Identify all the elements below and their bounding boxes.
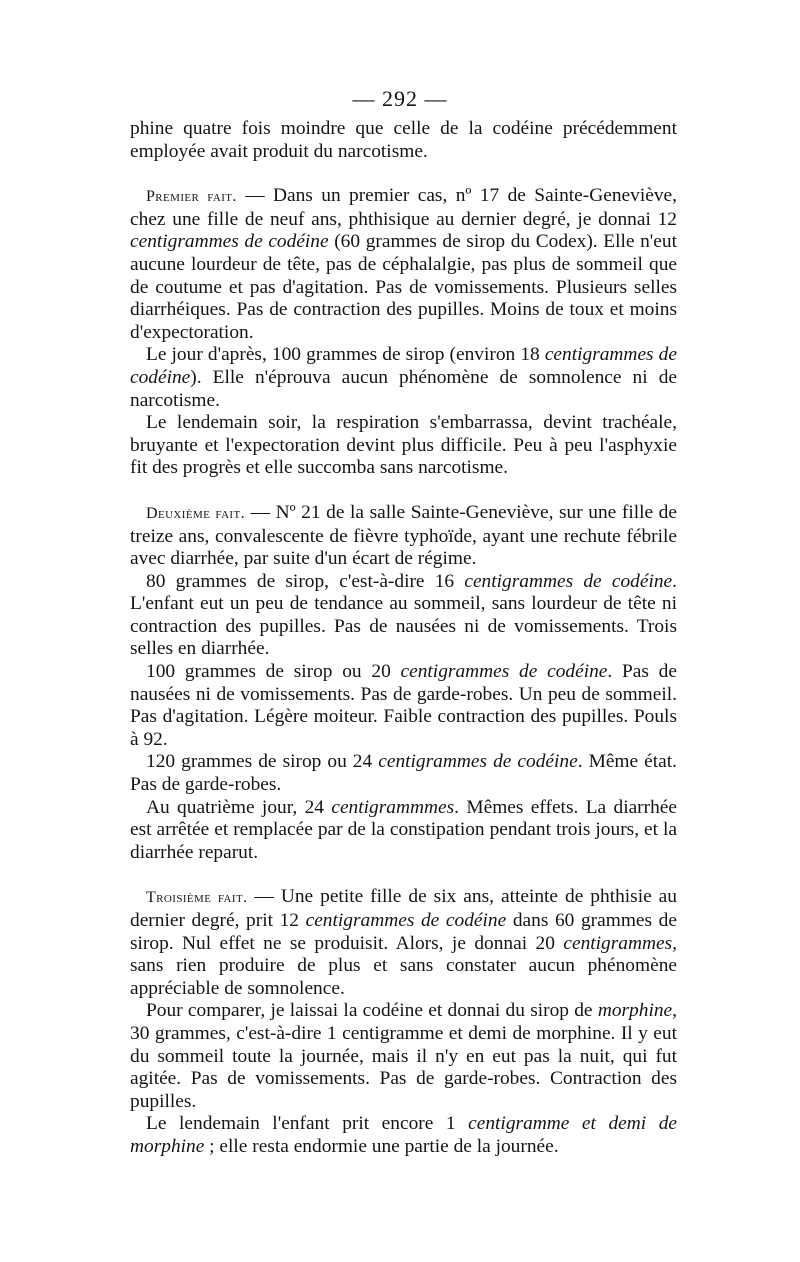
deuxieme-fait-heading: Deuxième fait. [146, 504, 246, 522]
troisieme-fait-paragraph-2 [130, 1000, 677, 1113]
deuxieme-p5-text-a: Au quatrième jour, 24 [146, 796, 332, 818]
intro-paragraph: phine quatre fois moindre que celle de la codéine précédemment employée avait produit du narcotisme. [130, 118, 677, 162]
premier-p2-emphasis: centigrammes de codéine [130, 344, 677, 388]
premier-fait-paragraph-2 [130, 344, 677, 412]
deuxieme-p4-text-a: 120 grammes de sirop ou 24 [146, 751, 379, 773]
troisieme-fait-paragraph-1 [130, 886, 677, 1000]
deuxieme-p2-text-b: . L'enfant eut un peu de tendance au sommeil, sans lourdeur de tête ni contraction des pupilles. Pas de nausées ni de vomissements. Trois selles en diarrhée. [130, 570, 677, 660]
deuxieme-fait-paragraph-1 [130, 502, 677, 571]
deuxieme-p3-text-a: 100 grammes de sirop ou 20 [146, 661, 401, 683]
troisieme-p2-text-a: Pour comparer, je laissai la codéine et donnai du sirop de [146, 1000, 598, 1022]
deuxieme-p1-text: — Nº 21 de la salle Sainte-Geneviève, sur une fille de treize ans, convalescente de fièvre typhoïde, ayant une rechute fébrile avec diarrhée, par suite d'un écart de régime. [130, 501, 677, 570]
troisieme-p1-text-b: dans 60 grammes de sirop. Nul effet ne se produisit. Alors, je donnai 20 [130, 910, 677, 954]
deuxieme-p4-emphasis: centigrammes de codéine [378, 751, 578, 773]
section-gap [130, 163, 677, 185]
troisieme-fait-paragraph-3 [130, 1113, 677, 1158]
deuxieme-p3-text-b: . Pas de nausées ni de vomissements. Pas de garde-robes. Un peu de sommeil. Pas d'agitation. Légère moiteur. Faible contraction des pupilles. Pouls à 92. [130, 661, 677, 750]
troisieme-p1-emphasis-2: centigrammes, [563, 932, 677, 954]
deuxieme-fait-paragraph-3 [130, 661, 677, 751]
section-gap [130, 864, 677, 886]
deuxieme-p4-text-b: . Même état. Pas de garde-robes. [130, 751, 677, 796]
troisieme-fait-heading: Troisième fait. [146, 889, 248, 907]
deuxieme-p5-text-b: . Mêmes effets. La diarrhée est arrêtée et remplacée par de la constipation pendant trois jours, et la diarrhée reparut. [130, 796, 678, 863]
deuxieme-p5-emphasis: centigrammmes [331, 796, 455, 818]
premier-fait-paragraph-3: Le lendemain soir, la respiration s'embarrassa, devint trachéale, bruyante et l'expectoration devint plus difficile. Peu à peu l'asphyxie fit des progrès et elle succomba sans narcotisme. [130, 412, 677, 479]
premier-p2-text-a: Le jour d'après, 100 grammes de sirop (environ 18 [146, 344, 545, 366]
premier-fait-heading: Premier fait. [146, 188, 237, 206]
troisieme-p2-text-b: 30 grammes, c'est-à-dire 1 centigramme et demi de morphine. Il y eut du sommeil toute la journée, mais il n'y en eut pas la nuit, qui fut agitée. Pas de vomissements. Pas de garde-robes. Contraction des pupilles. [130, 1022, 677, 1112]
troisieme-p2-emphasis: morphine, [597, 1000, 677, 1022]
text-column [130, 118, 677, 1159]
deuxieme-fait-paragraph-5 [130, 797, 677, 865]
premier-fait-paragraph-1 [130, 185, 677, 344]
section-gap [130, 480, 677, 502]
premier-p1-text-b: (60 grammes de sirop du Codex). Elle n'eut aucune lourdeur de tête, pas de céphalalgie, pas plus de sommeil que de coutume et pas d'agitation. Pas de vomissements. Plusieurs selles diarrhéiques. Pas de contraction des pupilles. Moins de toux et moins d'expectoration. [130, 231, 677, 343]
premier-p1-text-a: — Dans un premier cas, nº 17 de Sainte-Geneviève, chez une fille de neuf ans, phthisique au dernier degré, je donnai 12 [130, 185, 677, 230]
premier-p1-emphasis: centigrammes de codéine [130, 231, 329, 253]
deuxieme-p2-text-a: 80 grammes de sirop, c'est-à-dire 16 [146, 570, 465, 592]
deuxieme-p3-emphasis: centigrammes de codéine [400, 661, 608, 683]
page-number: — 292 — [352, 86, 448, 111]
troisieme-p1-text-a: — Une petite fille de six ans, atteinte de phthisie au dernier degré, prit 12 [130, 886, 677, 931]
troisieme-p1-emphasis-1: centigrammes de codéine [305, 910, 507, 931]
deuxieme-fait-paragraph-2 [130, 571, 677, 661]
troisieme-p3-emphasis: centigramme et demi de morphine [130, 1113, 678, 1157]
troisieme-p3-text-a: Le lendemain l'enfant prit encore 1 [146, 1113, 469, 1135]
premier-p2-text-b: ). Elle n'éprouva aucun phénomène de somnolence ni de narcotisme. [130, 366, 677, 411]
troisieme-p3-text-b: ; elle resta endormie une partie de la journée. [204, 1135, 559, 1157]
deuxieme-fait-paragraph-4 [130, 751, 677, 796]
troisieme-p1-text-c: sans rien produire de plus et sans constater aucun phénomène appréciable de somnolence. [130, 955, 677, 999]
deuxieme-p2-emphasis: centigrammes de codéine [464, 570, 673, 592]
